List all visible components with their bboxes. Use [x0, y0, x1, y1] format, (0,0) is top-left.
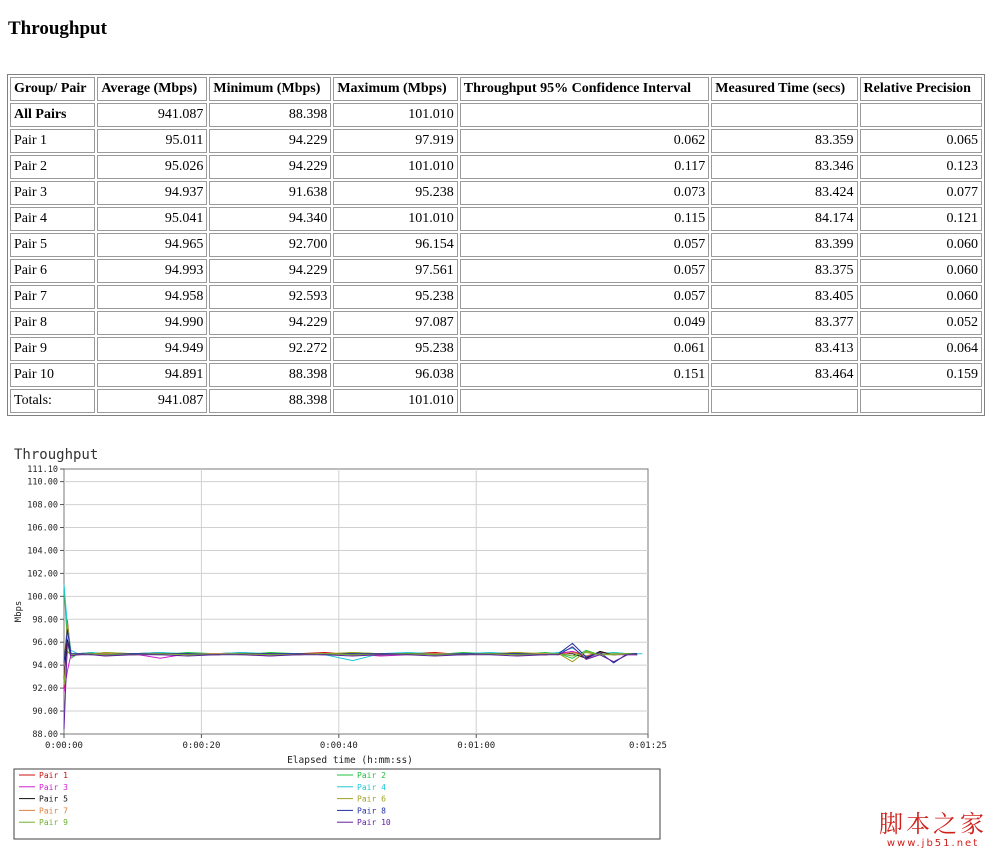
y-tick-label: 100.00 — [27, 592, 58, 603]
legend-entry: Pair 2 — [357, 771, 386, 780]
table-row — [10, 363, 982, 387]
row-label: Pair 1 — [10, 129, 95, 153]
plot-area — [14, 447, 667, 766]
x-axis-label: Elapsed time (h:mm:ss) — [287, 755, 413, 766]
table-cell: 83.359 — [711, 129, 857, 153]
table-cell: 0.077 — [860, 181, 982, 205]
table-cell: 0.049 — [460, 311, 710, 335]
y-tick-label: 108.00 — [27, 500, 58, 511]
y-tick-label: 104.00 — [27, 546, 58, 557]
table-cell: 84.174 — [711, 207, 857, 231]
table-cell: 96.154 — [333, 233, 457, 257]
table-row — [10, 233, 982, 257]
table-cell: 88.398 — [209, 363, 331, 387]
table-row — [10, 259, 982, 283]
table-cell: 95.238 — [333, 285, 457, 309]
table-cell — [460, 389, 710, 413]
table-body — [10, 103, 982, 413]
row-label: Pair 3 — [10, 181, 95, 205]
x-tick-label: 0:00:40 — [319, 741, 358, 751]
y-tick-label: 96.00 — [32, 638, 58, 649]
table-cell: 0.151 — [460, 363, 710, 387]
table-cell: 92.593 — [209, 285, 331, 309]
table-cell: 101.010 — [333, 103, 457, 127]
table-cell: 0.060 — [860, 233, 982, 257]
table-row — [10, 155, 982, 179]
table-row — [10, 337, 982, 361]
table-cell: 0.064 — [860, 337, 982, 361]
y-tick-label: 102.00 — [27, 569, 58, 580]
column-header: Average (Mbps) — [97, 77, 207, 101]
row-label: Pair 5 — [10, 233, 95, 257]
table-cell: 97.919 — [333, 129, 457, 153]
table-cell: 95.041 — [97, 207, 207, 231]
table-row — [10, 207, 982, 231]
table-cell — [711, 389, 857, 413]
y-tick-label: 90.00 — [32, 707, 58, 718]
table-row — [10, 181, 982, 205]
table-cell: 101.010 — [333, 155, 457, 179]
table-cell: 94.958 — [97, 285, 207, 309]
x-tick-label: 0:00:00 — [45, 741, 83, 751]
table-cell: 95.238 — [333, 337, 457, 361]
legend-entry: Pair 3 — [39, 782, 68, 792]
x-tick-label: 0:01:00 — [457, 741, 496, 751]
y-tick-label: 98.00 — [32, 615, 58, 626]
table-cell: 83.377 — [711, 311, 857, 335]
table-cell: 0.060 — [860, 259, 982, 283]
legend-entry: Pair 10 — [357, 818, 391, 828]
legend-entry: Pair 4 — [357, 782, 386, 792]
table-cell — [860, 389, 982, 413]
table-cell: 941.087 — [97, 389, 207, 413]
table-cell: 0.073 — [460, 181, 710, 205]
table-cell — [860, 103, 982, 127]
table-cell: 941.087 — [97, 103, 207, 127]
table-cell: 97.087 — [333, 311, 457, 335]
legend-entry: Pair 5 — [39, 794, 68, 804]
chart-title: Throughput — [14, 447, 99, 463]
table-cell: 94.229 — [209, 155, 331, 179]
row-label: Pair 8 — [10, 311, 95, 335]
table-cell: 83.399 — [711, 233, 857, 257]
row-label: Pair 2 — [10, 155, 95, 179]
table-cell: 0.121 — [860, 207, 982, 231]
table-row — [10, 285, 982, 309]
table-row — [10, 311, 982, 335]
y-tick-label: 88.00 — [32, 730, 58, 740]
table-cell: 92.700 — [209, 233, 331, 257]
column-header: Measured Time (secs) — [711, 77, 857, 101]
y-tick-label: 111.10 — [27, 465, 58, 475]
throughput-chart — [0, 440, 680, 845]
column-header: Throughput 95% Confidence Interval — [460, 77, 710, 101]
table-cell: 0.115 — [460, 207, 710, 231]
table-cell: 95.011 — [97, 129, 207, 153]
y-tick-label: 106.00 — [27, 523, 58, 534]
table-cell — [711, 103, 857, 127]
row-label: Pair 9 — [10, 337, 95, 361]
table-cell: 88.398 — [209, 103, 331, 127]
table-cell: 94.340 — [209, 207, 331, 231]
table-row — [10, 129, 982, 153]
watermark-logo — [874, 810, 992, 850]
row-label: All Pairs — [10, 103, 95, 127]
table-cell: 91.638 — [209, 181, 331, 205]
table-cell: 0.117 — [460, 155, 710, 179]
row-label: Pair 7 — [10, 285, 95, 309]
table-row — [10, 389, 982, 413]
table-cell: 0.057 — [460, 233, 710, 257]
table-cell: 83.375 — [711, 259, 857, 283]
table-cell: 0.062 — [460, 129, 710, 153]
watermark-url: www.jb51.net — [886, 838, 980, 849]
legend-entry: Pair 6 — [357, 794, 386, 804]
table-cell: 94.937 — [97, 181, 207, 205]
y-axis-label: Mbps — [14, 600, 24, 623]
row-label: Pair 4 — [10, 207, 95, 231]
table-cell: 0.052 — [860, 311, 982, 335]
row-label: Pair 6 — [10, 259, 95, 283]
table-cell: 92.272 — [209, 337, 331, 361]
table-cell: 94.965 — [97, 233, 207, 257]
table-cell: 0.065 — [860, 129, 982, 153]
table-cell — [460, 103, 710, 127]
column-header: Group/ Pair — [10, 77, 95, 101]
x-tick-label: 0:01:25 — [629, 741, 667, 751]
table-cell: 83.405 — [711, 285, 857, 309]
table-cell: 0.123 — [860, 155, 982, 179]
legend-entry: Pair 1 — [39, 771, 68, 780]
legend-entry: Pair 7 — [39, 806, 68, 816]
table-cell: 96.038 — [333, 363, 457, 387]
table-cell: 0.061 — [460, 337, 710, 361]
table-cell: 83.424 — [711, 181, 857, 205]
legend-box — [14, 769, 660, 839]
table-cell: 94.229 — [209, 311, 331, 335]
column-header: Maximum (Mbps) — [333, 77, 457, 101]
table-cell: 97.561 — [333, 259, 457, 283]
y-tick-label: 92.00 — [32, 684, 58, 695]
table-cell: 83.464 — [711, 363, 857, 387]
table-cell: 95.238 — [333, 181, 457, 205]
table-cell: 94.990 — [97, 311, 207, 335]
table-cell: 94.229 — [209, 129, 331, 153]
table-cell: 0.060 — [860, 285, 982, 309]
table-cell: 94.891 — [97, 363, 207, 387]
x-tick-label: 0:00:20 — [182, 741, 221, 751]
table-cell: 0.057 — [460, 259, 710, 283]
chart-legend — [14, 769, 660, 839]
table-cell: 0.159 — [860, 363, 982, 387]
throughput-table — [7, 74, 985, 416]
y-tick-label: 94.00 — [32, 661, 58, 672]
page-title: Throughput — [8, 18, 107, 39]
row-label: Pair 10 — [10, 363, 95, 387]
legend-entry: Pair 8 — [357, 806, 386, 816]
table-cell: 94.949 — [97, 337, 207, 361]
table-cell: 88.398 — [209, 389, 331, 413]
table-cell: 83.346 — [711, 155, 857, 179]
table-cell: 101.010 — [333, 389, 457, 413]
table-cell: 83.413 — [711, 337, 857, 361]
y-tick-label: 110.00 — [27, 477, 58, 488]
column-header: Relative Precision — [860, 77, 982, 101]
watermark-text: 脚本之家 — [879, 810, 987, 838]
plot-frame — [64, 469, 648, 734]
column-header: Minimum (Mbps) — [209, 77, 331, 101]
table-cell: 94.229 — [209, 259, 331, 283]
table-cell: 0.057 — [460, 285, 710, 309]
table-cell: 94.993 — [97, 259, 207, 283]
table-header-row — [10, 77, 982, 101]
table-cell: 95.026 — [97, 155, 207, 179]
legend-entry: Pair 9 — [39, 818, 68, 828]
table-row — [10, 103, 982, 127]
row-label: Totals: — [10, 389, 95, 413]
table-cell: 101.010 — [333, 207, 457, 231]
